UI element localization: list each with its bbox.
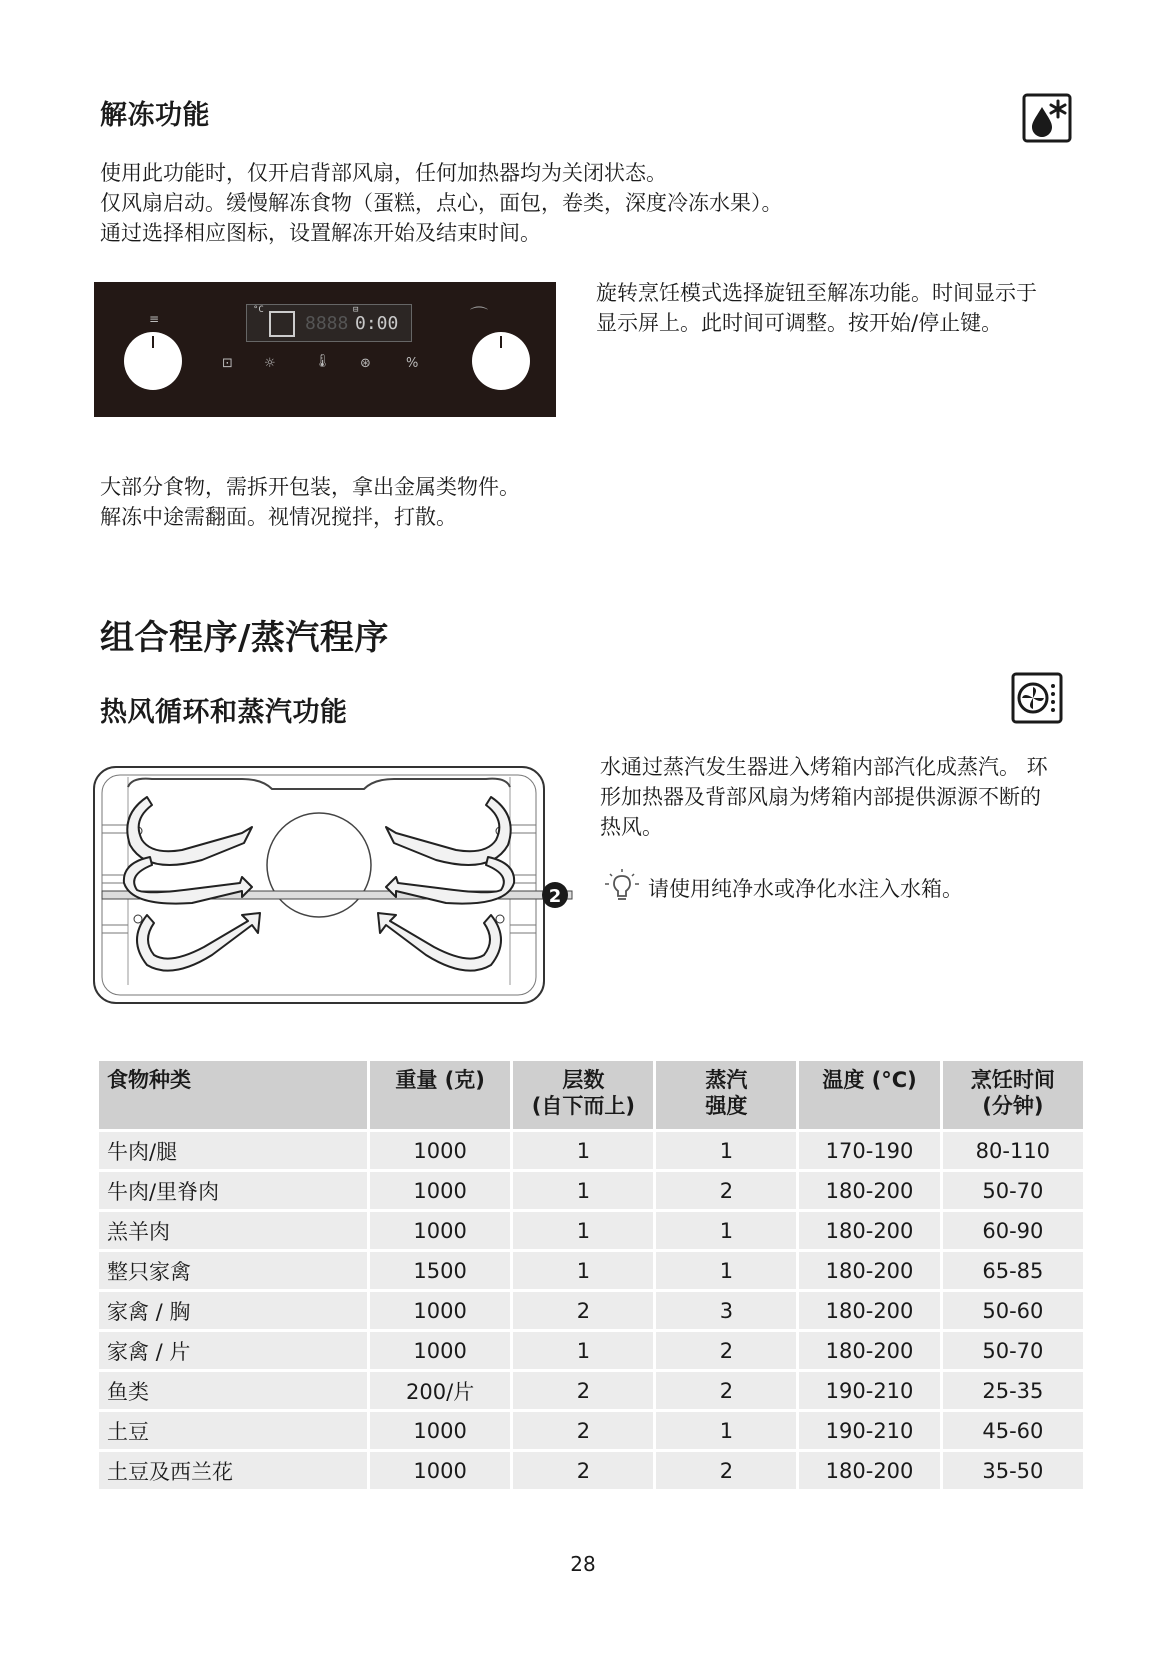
instruction-line: 显示屏上。此时间可调整。按开始/停止键。 [596, 311, 1003, 335]
intro-line: 使用此功能时，仅开启背部风扇，任何加热器均为关闭状态。 [100, 161, 667, 185]
table-cell: 1 [513, 1252, 653, 1289]
menu-icon: ≡ [149, 312, 160, 326]
table-cell: 整只家禽 [99, 1252, 367, 1289]
lock-icon: ⊡ [222, 356, 233, 371]
convection-steam-icon [1011, 672, 1063, 724]
table-cell: 1 [513, 1172, 653, 1209]
table-cell: 1 [656, 1132, 796, 1169]
lightbulb-tip-icon [604, 868, 640, 904]
table-cell: 2 [513, 1292, 653, 1329]
table-cell: 1500 [370, 1252, 510, 1289]
cooking-table [96, 1058, 1086, 1492]
instruction-line: 旋转烹饪模式选择旋钮至解冻功能。时间显示于 [596, 281, 1037, 305]
table-cell: 2 [513, 1372, 653, 1409]
defrost-display-icon [269, 311, 295, 337]
intro-line: 通过选择相应图标，设置解冻开始及结束时间。 [100, 221, 541, 245]
table-row [99, 1332, 1083, 1369]
table-row [99, 1452, 1083, 1489]
inactive-digits: 8888 [305, 313, 349, 334]
control-panel-illustration [94, 282, 556, 417]
table-row [99, 1372, 1083, 1409]
table-cell: 180-200 [799, 1252, 939, 1289]
table-row [99, 1292, 1083, 1329]
column-header-level: 层数 (自下而上) [513, 1061, 653, 1129]
table-cell: 2 [513, 1452, 653, 1489]
table-cell: 家禽 / 片 [99, 1332, 367, 1369]
table-cell: 190-210 [799, 1372, 939, 1409]
column-header-weight: 重量 (克) [370, 1061, 510, 1129]
section-title-defrost: 解冻功能 [100, 100, 210, 131]
table-cell: 1 [656, 1252, 796, 1289]
table-cell: 2 [656, 1452, 796, 1489]
column-header-food: 食物种类 [99, 1061, 367, 1129]
table-cell: 65-85 [943, 1252, 1083, 1289]
table-cell: 2 [656, 1332, 796, 1369]
table-cell: 180-200 [799, 1452, 939, 1489]
table-cell: 1 [513, 1132, 653, 1169]
table-cell: 鱼类 [99, 1372, 367, 1409]
steam-level-icon: % [406, 356, 419, 371]
table-cell: 50-70 [943, 1332, 1083, 1369]
tip-line: 大部分食物，需拆开包装，拿出金属类物件。 [100, 475, 520, 499]
table-cell: 80-110 [943, 1132, 1083, 1169]
description-line: 形加热器及背部风扇为烤箱内部提供源源不断的 [600, 785, 1041, 809]
table-cell: 1000 [370, 1332, 510, 1369]
knob-arc-mark: ⌒ [470, 306, 488, 327]
table-cell: 牛肉/腿 [99, 1132, 367, 1169]
table-cell: 2 [513, 1412, 653, 1449]
description-line: 热风。 [600, 815, 663, 839]
column-header-temperature: 温度 (°C) [799, 1061, 939, 1129]
panel-instructions [596, 278, 1037, 338]
table-cell: 3 [656, 1292, 796, 1329]
table-cell: 190-210 [799, 1412, 939, 1449]
column-header-steam: 蒸汽 强度 [656, 1061, 796, 1129]
program-icon: ⊛ [360, 356, 371, 371]
table-cell: 25-35 [943, 1372, 1083, 1409]
table-cell: 家禽 / 胸 [99, 1292, 367, 1329]
table-cell: 1000 [370, 1172, 510, 1209]
table-cell: 1 [513, 1212, 653, 1249]
table-cell: 牛肉/里脊肉 [99, 1172, 367, 1209]
table-cell: 1 [513, 1332, 653, 1369]
intro-line: 仅风扇启动。缓慢解冻食物（蛋糕，点心，面包，卷类，深度冷冻水果）。 [100, 191, 783, 215]
temp-unit-icon: °C [253, 305, 264, 315]
table-cell: 土豆 [99, 1412, 367, 1449]
column-header-time: 烹饪时间 (分钟) [943, 1061, 1083, 1129]
temperature-knob [472, 332, 530, 390]
table-cell: 50-70 [943, 1172, 1083, 1209]
table-row [99, 1132, 1083, 1169]
table-cell: 45-60 [943, 1412, 1083, 1449]
table-row [99, 1412, 1083, 1449]
table-row [99, 1172, 1083, 1209]
table-row [99, 1212, 1083, 1249]
defrost-tips [100, 472, 520, 532]
time-digits: 0:00 [355, 313, 399, 334]
description-line: 水通过蒸汽发生器进入烤箱内部汽化成蒸汽。 环 [600, 755, 1048, 779]
table-cell: 180-200 [799, 1172, 939, 1209]
table-cell: 180-200 [799, 1332, 939, 1369]
table-cell: 35-50 [943, 1452, 1083, 1489]
table-cell: 羔羊肉 [99, 1212, 367, 1249]
table-cell: 1 [656, 1212, 796, 1249]
mode-selector-knob [124, 332, 182, 390]
thermometer-icon: 🌡 [314, 354, 331, 369]
table-cell: 2 [656, 1372, 796, 1409]
table-cell: 1000 [370, 1412, 510, 1449]
table-cell: 2 [656, 1172, 796, 1209]
table-cell: 200/片 [370, 1372, 510, 1409]
steam-description [600, 752, 1048, 842]
table-row [99, 1252, 1083, 1289]
table-cell: 1000 [370, 1212, 510, 1249]
table-cell: 180-200 [799, 1292, 939, 1329]
table-cell: 土豆及西兰花 [99, 1452, 367, 1489]
table-cell: 180-200 [799, 1212, 939, 1249]
table-cell: 1000 [370, 1292, 510, 1329]
table-cell: 1 [656, 1412, 796, 1449]
tip-line: 解冻中途需翻面。视情况搅拌，打散。 [100, 505, 457, 529]
defrost-intro [100, 158, 783, 248]
light-icon: ☼ [264, 356, 276, 371]
table-cell: 50-60 [943, 1292, 1083, 1329]
table-cell: 1000 [370, 1132, 510, 1169]
defrost-icon [1022, 93, 1072, 143]
section-heading: 组合程序/蒸汽程序 [100, 618, 389, 658]
table-cell: 170-190 [799, 1132, 939, 1169]
oven-airflow-diagram [92, 765, 582, 1010]
rack-level-label: 2 [548, 886, 562, 907]
table-header-row [99, 1061, 1083, 1129]
water-hint: 请使用纯净水或净化水注入水箱。 [648, 877, 963, 901]
clock-indicator-icon: ⊟ [353, 305, 359, 315]
panel-display [246, 304, 412, 342]
page-number: 28 [570, 1552, 596, 1576]
subsection-title: 热风循环和蒸汽功能 [100, 697, 348, 728]
table-cell: 60-90 [943, 1212, 1083, 1249]
table-cell: 1000 [370, 1452, 510, 1489]
